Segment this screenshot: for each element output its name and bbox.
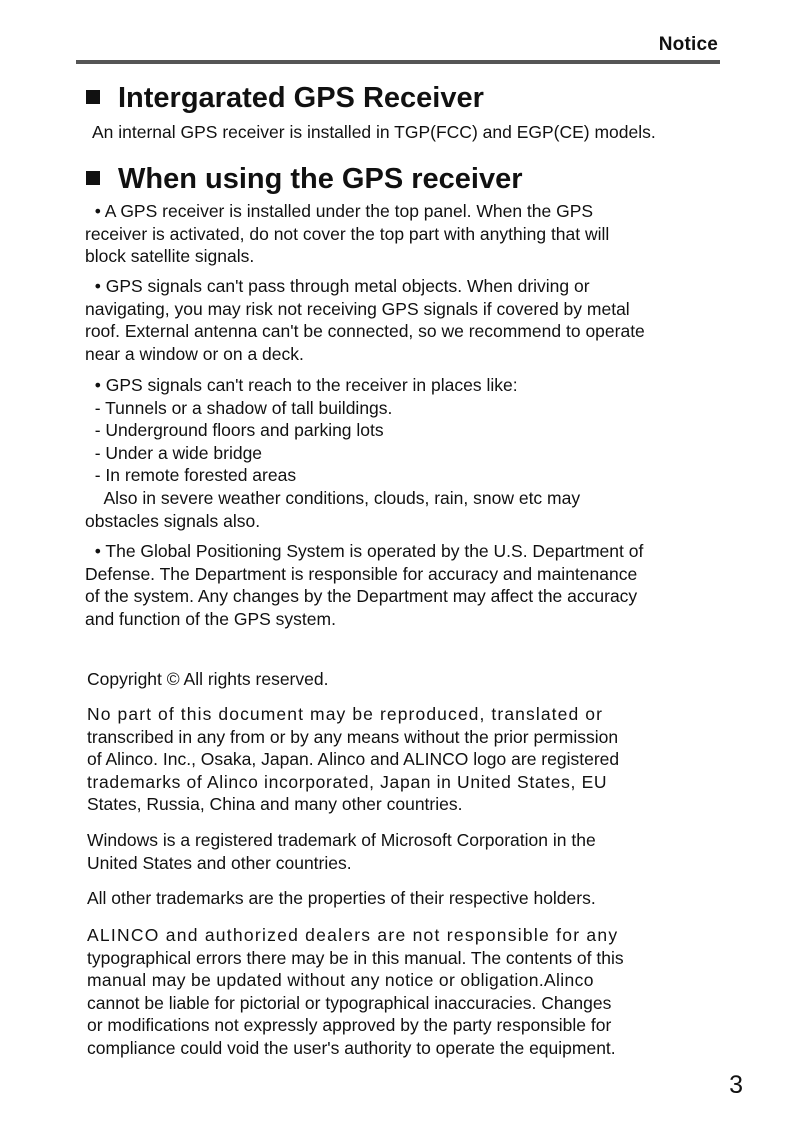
text-line: obstacles signals also. <box>85 510 261 531</box>
paragraph-other-trademarks <box>87 887 596 910</box>
paragraph-gps-installed <box>85 200 609 268</box>
text-line: and function of the GPS system. <box>85 608 336 629</box>
section-label: Notice <box>658 34 718 55</box>
text-line: roof. External antenna can't be connected, so we recommend to operate <box>85 321 645 342</box>
text-line: Also in severe weather conditions, clouds, rain, snow etc may <box>85 487 581 508</box>
paragraph-intro <box>92 121 656 144</box>
text-line: receiver is activated, do not cover the top part with anything that will <box>85 223 610 244</box>
paragraph-gps-operation <box>85 540 643 630</box>
square-bullet-icon <box>86 171 100 185</box>
heading-text: When using the GPS receiver <box>118 163 523 195</box>
text-line: navigating, you may risk not receiving GPS signals if covered by metal <box>85 298 630 319</box>
paragraph-metal-objects <box>85 275 645 365</box>
text-line: typographical errors there may be in this manual. The contents of this <box>87 947 624 968</box>
text-line: transcribed in any from or by any means without the prior permission <box>87 726 619 747</box>
text-line: • GPS signals can't reach to the receiver in places like: <box>85 375 518 395</box>
paragraph-signal-places <box>85 374 580 532</box>
text-line: near a window or on a deck. <box>85 343 304 364</box>
text-line: An internal GPS receiver is installed in TGP(FCC) and EGP(CE) models. <box>92 122 656 142</box>
list-item: - In remote forested areas <box>85 465 297 486</box>
text-line: No part of this document may be reproduced, translated or <box>87 704 603 724</box>
text-line: of Alinco. Inc., Osaka, Japan. Alinco and ALINCO logo are registered <box>87 749 620 770</box>
header-rule <box>76 60 720 64</box>
page-number: 3 <box>729 1071 743 1099</box>
text-line: ALINCO and authorized dealers are not responsible for any <box>87 925 619 945</box>
text-line: States, Russia, China and many other countries. <box>87 794 463 815</box>
paragraph-disclaimer <box>87 924 624 1060</box>
text-line: • A GPS receiver is installed under the top panel. When the GPS <box>85 201 594 221</box>
paragraph-windows-trademark <box>87 829 596 874</box>
text-line: or modifications not expressly approved by the party responsible for <box>87 1015 612 1036</box>
text-line: All other trademarks are the properties of their respective holders. <box>87 888 596 908</box>
text-line: Copyright © All rights reserved. <box>87 669 329 689</box>
copyright-line <box>87 668 328 691</box>
text-line: manual may be updated without any notice or obligation.Alinco <box>87 970 594 991</box>
text-line: Windows is a registered trademark of Microsoft Corporation in the <box>87 830 596 850</box>
list-item: - Under a wide bridge <box>85 442 263 463</box>
text-line: • GPS signals can't pass through metal objects. When driving or <box>85 276 590 296</box>
text-line: United States and other countries. <box>87 852 352 873</box>
heading-integrated-gps <box>86 82 484 114</box>
text-line: block satellite signals. <box>85 246 255 267</box>
text-line: • The Global Positioning System is operated by the U.S. Department of <box>85 541 644 561</box>
text-line: trademarks of Alinco incorporated, Japan in United States, EU <box>87 771 608 792</box>
text-line: Defense. The Department is responsible for accuracy and maintenance <box>85 563 638 584</box>
heading-using-gps <box>86 163 523 195</box>
square-bullet-icon <box>86 90 100 104</box>
heading-text: Intergarated GPS Receiver <box>118 82 484 114</box>
list-item: - Underground floors and parking lots <box>85 420 384 441</box>
list-item: - Tunnels or a shadow of tall buildings. <box>85 397 393 418</box>
paragraph-reproduction <box>87 703 619 816</box>
text-line: cannot be liable for pictorial or typographical inaccuracies. Changes <box>87 992 612 1013</box>
text-line: compliance could void the user's authority to operate the equipment. <box>87 1037 616 1058</box>
text-line: of the system. Any changes by the Department may affect the accuracy <box>85 586 638 607</box>
